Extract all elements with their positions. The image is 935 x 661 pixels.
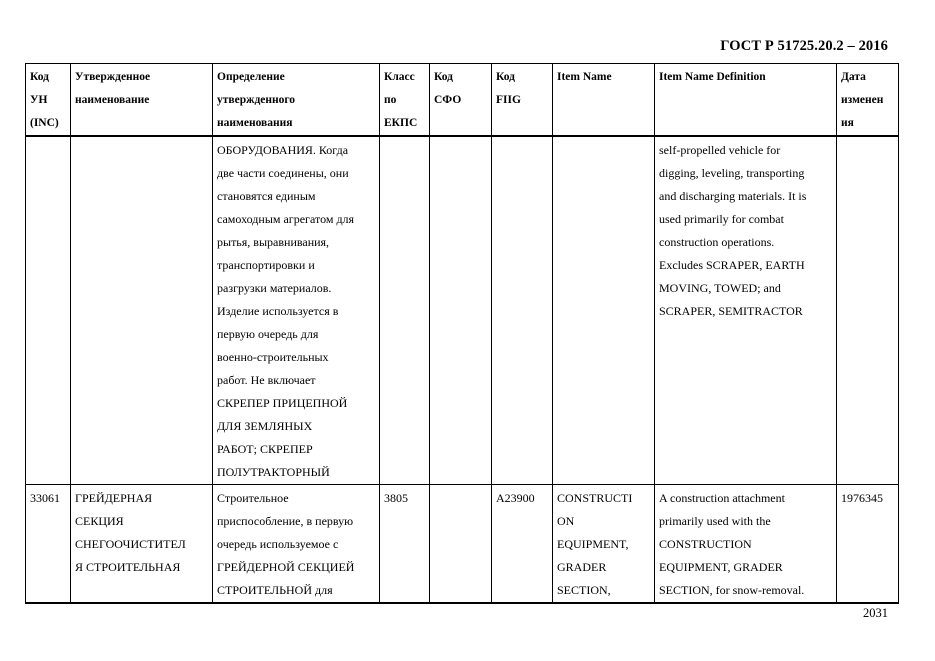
cell-definition: ОБОРУДОВАНИЯ. Когда две части соединены, они становятся единым самоходным агрегатом для рытья, выравнивания, транспортировки и разгрузки материалов. Изделие используется в первую очередь для военно-строительных работ. Не включает СКРЕПЕР ПРИЦЕПНОЙ ДЛЯ ЗЕМЛЯНЫХ РАБОТ; СКРЕПЕР ПОЛУТРАКТОРНЫЙ [213,136,380,485]
header-item-name: Item Name [553,64,655,137]
header-sfo-code: Код СФО [430,64,492,137]
standard-designation: ГОСТ Р 51725.20.2 – 2016 [720,38,888,54]
cell-inc-code [26,136,71,485]
cell-item-name-definition: self-propelled vehicle for digging, leveling, transporting and discharging materials. It is used primarily for combat construction operations. Excludes SCRAPER, EARTH MOVING, TOWED; and SCRAPER, SEMITRACTOR [655,136,837,485]
cell-sfo-code [430,485,492,604]
cell-item-name [553,136,655,485]
catalog-table [25,63,899,604]
cell-fiig-code: A23900 [492,485,553,604]
cell-change-date: 1976345 [837,485,899,604]
header-approved-name: Утвержденное наименование [71,64,213,137]
cell-sfo-code [430,136,492,485]
cell-approved-name [71,136,213,485]
cell-item-name: CONSTRUCTI ON EQUIPMENT, GRADER SECTION, [553,485,655,604]
table-header-row [26,64,899,137]
header-item-name-definition: Item Name Definition [655,64,837,137]
table-row [26,485,899,604]
cell-ekps-class [380,136,430,485]
cell-approved-name: ГРЕЙДЕРНАЯ СЕКЦИЯ СНЕГООЧИСТИТЕЛ Я СТРОИТЕЛЬНАЯ [71,485,213,604]
cell-item-name-definition: A construction attachment primarily used with the CONSTRUCTION EQUIPMENT, GRADER SECTION, for snow-removal. [655,485,837,604]
cell-definition: Строительное приспособление, в первую очередь используемое с ГРЕЙДЕРНОЙ СЕКЦИЕЙ СТРОИТЕЛЬНОЙ для [213,485,380,604]
cell-ekps-class: 3805 [380,485,430,604]
cell-inc-code: 33061 [26,485,71,604]
cell-change-date [837,136,899,485]
header-fiig-code: Код FIIG [492,64,553,137]
header-change-date: Дата изменен ия [837,64,899,137]
header-inc-code: Код УН (INC) [26,64,71,137]
table-row [26,136,899,485]
header-definition: Определение утвержденного наименования [213,64,380,137]
page-number: 2031 [863,606,888,620]
header-ekps-class: Класс по ЕКПС [380,64,430,137]
cell-fiig-code [492,136,553,485]
